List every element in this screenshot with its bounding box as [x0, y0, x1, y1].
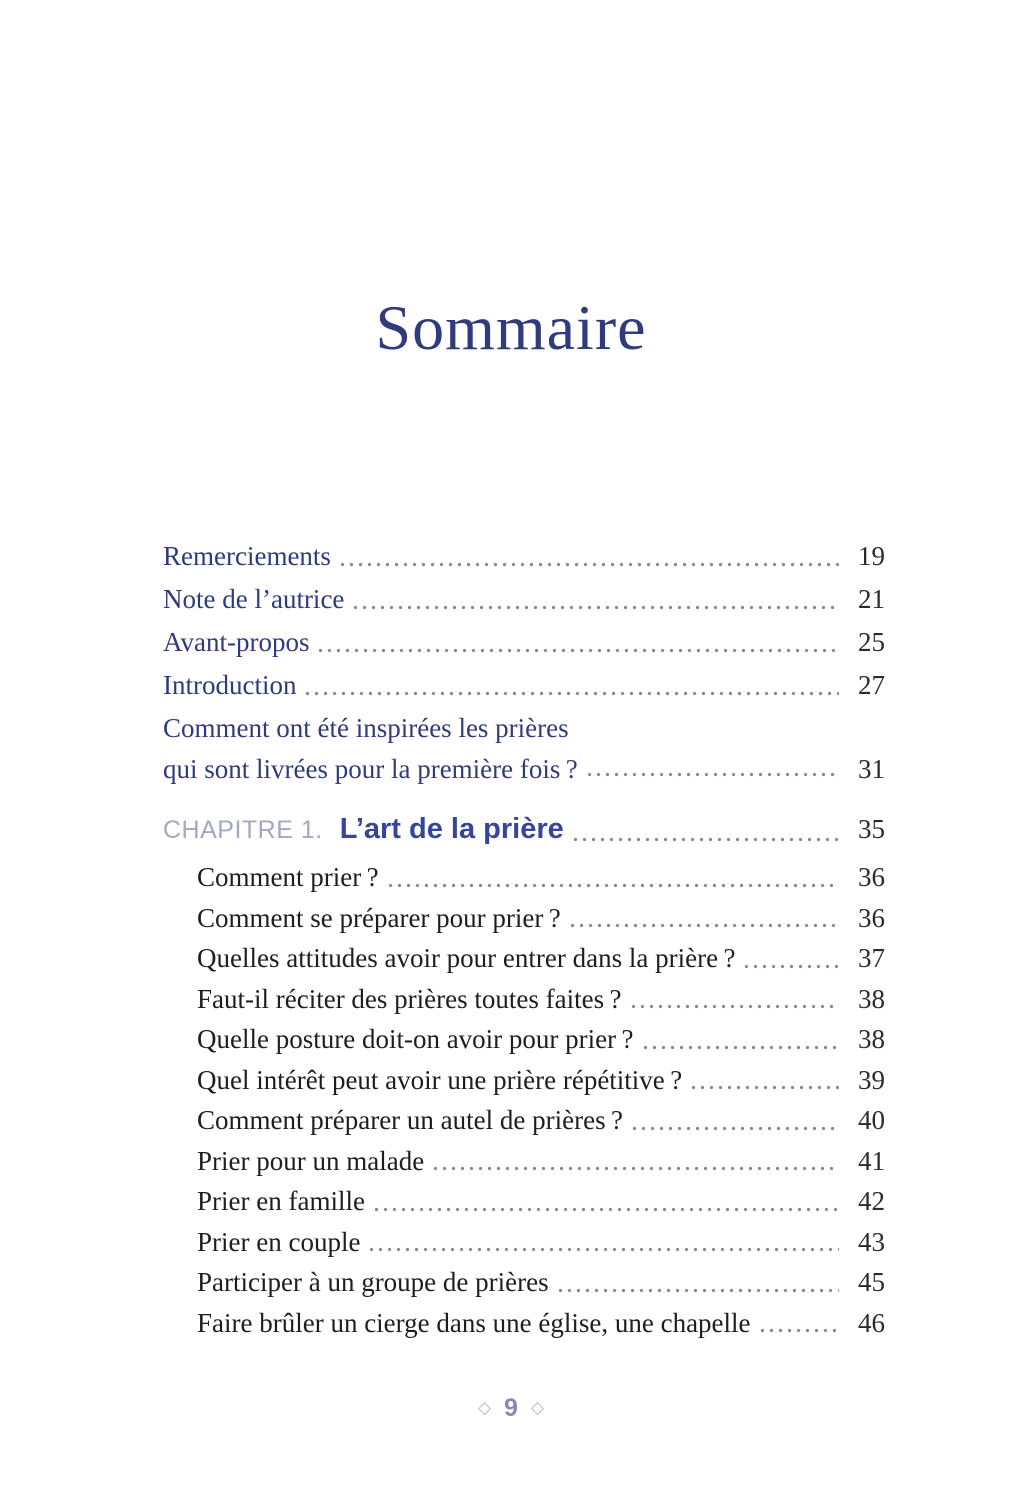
toc-entry-page: 46	[858, 1307, 885, 1338]
folio-page-number: 9	[504, 1394, 518, 1422]
dot-leader	[340, 562, 839, 567]
toc-entry	[163, 750, 885, 788]
toc-entry-label: Introduction	[163, 670, 297, 700]
dot-leader	[374, 1207, 839, 1212]
toc-entry-page: 31	[858, 754, 885, 784]
dot-leader	[760, 1328, 839, 1333]
toc-entry-page: 25	[858, 627, 885, 657]
toc-entry-page: 40	[858, 1105, 885, 1135]
dot-leader	[643, 1045, 839, 1050]
dot-leader	[573, 837, 839, 842]
toc-entry-label: Quel intérêt peut avoir une prière répétitive ?	[197, 1064, 683, 1095]
toc-entry-label: qui sont livrées pour la première fois ?	[163, 754, 578, 784]
toc-entry-label: Comment ont été inspirées les prières	[163, 713, 569, 743]
toc-entry-page: 45	[858, 1267, 885, 1297]
toc-entry	[197, 1100, 885, 1141]
toc-entry	[163, 664, 885, 707]
toc-entry	[197, 938, 885, 979]
dot-leader	[744, 964, 839, 969]
diamond-ornament-left: ◇	[477, 1398, 492, 1418]
chapter-title: L’art de la prière	[339, 813, 564, 845]
dot-leader	[318, 648, 839, 653]
toc-entry-label: Quelles attitudes avoir pour entrer dans la prière ?	[197, 943, 736, 973]
toc-entry-label: Quelle posture doit-on avoir pour prier ?	[197, 1024, 634, 1054]
dot-leader	[691, 1085, 839, 1090]
toc-entry-page: 42	[858, 1186, 885, 1216]
toc-entry-page: 37	[858, 943, 885, 973]
toc-entry-page: 21	[858, 584, 885, 614]
toc-entry-line1	[163, 707, 885, 750]
toc-entry	[197, 857, 885, 898]
toc-entry	[197, 1019, 885, 1060]
toc-entry-page: 38	[858, 983, 885, 1014]
dot-leader	[632, 1126, 839, 1131]
dot-leader	[353, 605, 839, 610]
dot-leader	[388, 883, 839, 888]
toc-entry-label: Prier pour un malade	[197, 1145, 425, 1176]
toc-entry	[197, 898, 885, 939]
dot-leader	[305, 691, 839, 696]
dot-leader	[369, 1247, 839, 1252]
chapter-entry	[163, 806, 885, 853]
toc-entry	[197, 1181, 885, 1222]
table-of-contents	[163, 535, 885, 1343]
diamond-ornament-right: ◇	[530, 1398, 545, 1418]
page-footer	[0, 1396, 1022, 1421]
toc-entry-page: 36	[858, 862, 885, 892]
toc-entry-page: 43	[858, 1226, 885, 1257]
toc-entry	[163, 578, 885, 621]
chapter-sub-entries	[197, 857, 885, 1343]
toc-entry-label: Prier en famille	[197, 1186, 365, 1216]
toc-entry-page: 38	[858, 1024, 885, 1054]
chapter-page: 35	[858, 814, 885, 844]
toc-entry-label: Faut-il réciter des prières toutes faites ?	[197, 983, 622, 1014]
dot-leader	[570, 923, 839, 928]
toc-entry-page: 39	[858, 1064, 885, 1095]
toc-entry-label: Comment prier ?	[197, 862, 379, 892]
toc-entry-page: 41	[858, 1145, 885, 1176]
dot-leader	[433, 1166, 839, 1171]
toc-entry	[163, 621, 885, 664]
toc-entry	[197, 1222, 885, 1263]
toc-entry-label: Comment préparer un autel de prières ?	[197, 1105, 623, 1135]
toc-entry-page: 19	[858, 541, 885, 571]
page-title: Sommaire	[375, 291, 647, 363]
dot-leader	[631, 1004, 840, 1009]
toc-entry-page: 27	[858, 670, 885, 700]
toc-entry	[197, 1060, 885, 1101]
toc-entry-label: Prier en couple	[197, 1226, 361, 1257]
toc-entry-label: Comment se préparer pour prier ?	[197, 902, 561, 933]
toc-entry-label: Note de l’autrice	[163, 584, 345, 614]
toc-entry	[197, 979, 885, 1020]
toc-entry	[197, 1303, 885, 1344]
toc-entry	[197, 1141, 885, 1182]
chapter-kicker: CHAPITRE 1.	[163, 816, 323, 844]
toc-entry-label: Participer à un groupe de prières	[197, 1267, 549, 1297]
front-matter-list	[163, 535, 885, 788]
toc-entry	[163, 535, 885, 578]
dot-leader	[558, 1288, 839, 1293]
toc-entry-label: Faire brûler un cierge dans une église, une chapelle	[197, 1307, 751, 1338]
toc-entry-label: Remerciements	[163, 541, 331, 571]
toc-entry-page: 36	[858, 902, 885, 933]
toc-entry-label: Avant-propos	[163, 627, 310, 657]
dot-leader	[587, 772, 839, 777]
toc-entry	[197, 1262, 885, 1303]
